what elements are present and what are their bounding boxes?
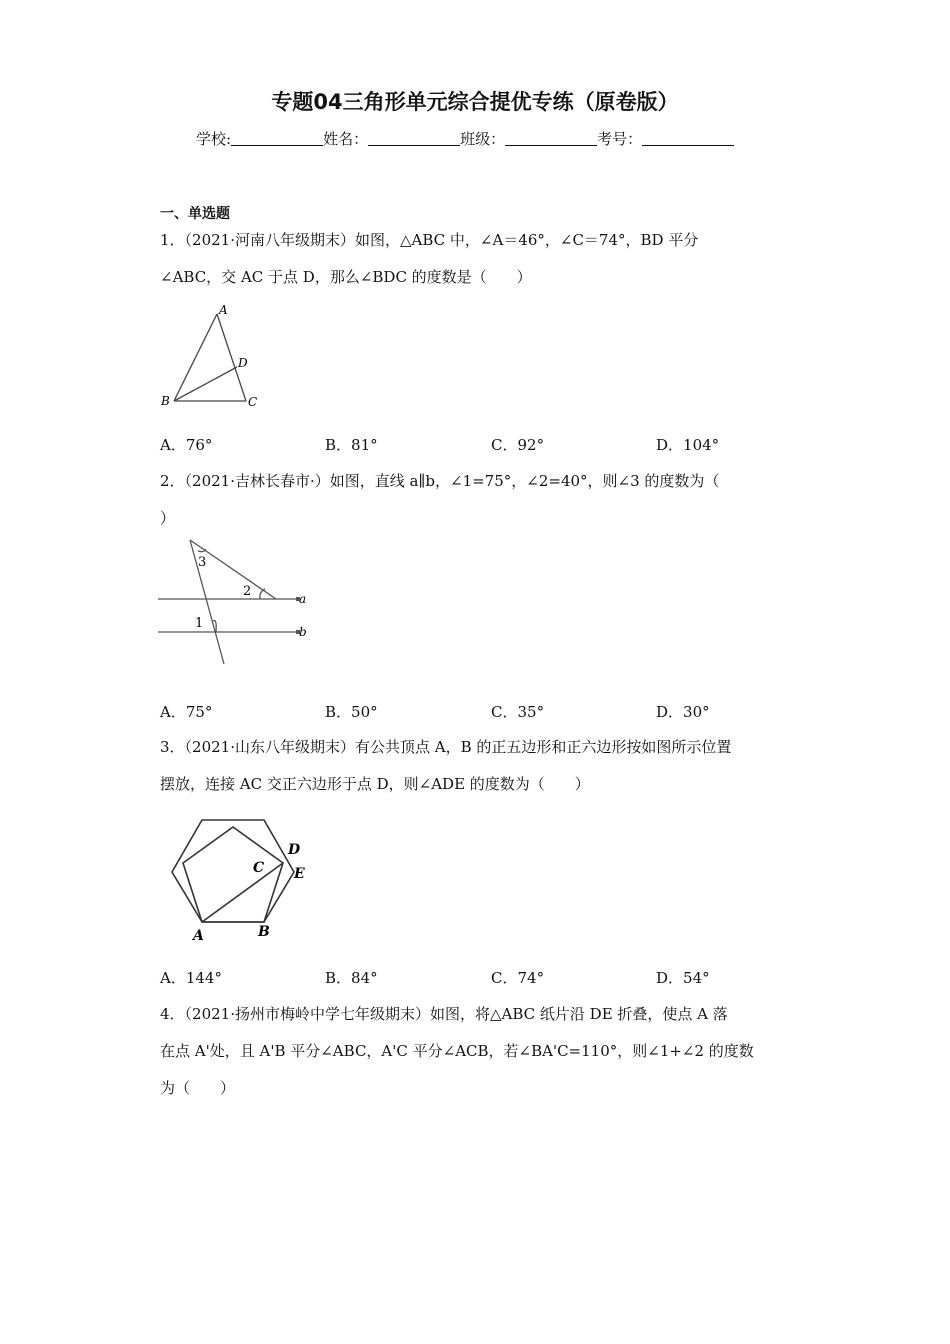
school-blank[interactable] bbox=[231, 131, 323, 146]
q2-label-1: 1 bbox=[195, 616, 204, 631]
q3-option-c[interactable]: C．74° bbox=[491, 969, 545, 987]
q1-side-ab bbox=[174, 314, 217, 401]
q3-option-a[interactable]: A．144° bbox=[160, 969, 222, 987]
q3-label-c: C bbox=[253, 860, 265, 876]
q2-transversal bbox=[190, 540, 224, 664]
q2-line-2: ） bbox=[160, 509, 176, 527]
q1-option-b[interactable]: B．81° bbox=[325, 436, 378, 454]
q1-line-1: 1．（2021·河南八年级期末）如图，△ABC 中，∠A＝46°，∠C＝74°，BD 平分 bbox=[160, 231, 699, 249]
section-title: 一、单选题 bbox=[160, 206, 230, 222]
q2-parallel-lines-figure bbox=[158, 533, 310, 665]
q2-option-d[interactable]: D．30° bbox=[656, 703, 710, 721]
q3-option-b[interactable]: B．84° bbox=[325, 969, 378, 987]
q1-triangle-figure bbox=[158, 300, 268, 412]
q2-line-1: 2．（2021·吉林长春市·）如图，直线 a∥b，∠1=75°，∠2=40°，则∠3 的度数为（ bbox=[160, 472, 720, 490]
q3-line-1: 3．（2021·山东八年级期末）有公共顶点 A，B 的正五边形和正六边形按如图所示位置 bbox=[160, 738, 732, 756]
q2-label-b: b bbox=[299, 625, 307, 639]
q3-polygons-figure bbox=[160, 812, 316, 944]
q3-label-a: A bbox=[193, 928, 204, 944]
q1-label-c: C bbox=[248, 395, 258, 409]
q1-label-a: A bbox=[219, 303, 228, 317]
q3-label-b: B bbox=[258, 924, 270, 940]
q1-label-d: D bbox=[238, 356, 248, 370]
exam-no-label: 考号： bbox=[597, 130, 643, 148]
class-label: 班级： bbox=[460, 130, 506, 148]
q3-option-d[interactable]: D．54° bbox=[656, 969, 710, 987]
name-label: 姓名： bbox=[323, 130, 369, 148]
q2-label-2: 2 bbox=[243, 584, 252, 599]
class-blank[interactable] bbox=[505, 131, 597, 146]
q2-label-a: a bbox=[299, 592, 307, 606]
q3-segment-ac bbox=[202, 863, 283, 922]
q4-line-3: 为（ ） bbox=[160, 1079, 236, 1097]
q1-label-b: B bbox=[161, 394, 170, 408]
q3-line-2: 摆放，连接 AC 交正六边形于点 D，则∠ADE 的度数为（ ） bbox=[160, 775, 590, 793]
q3-label-e: E bbox=[294, 866, 305, 882]
q2-option-a[interactable]: A．75° bbox=[160, 703, 213, 721]
page-title: 专题04三角形单元综合提优专练（原卷版） bbox=[271, 90, 679, 114]
school-label: 学校: bbox=[196, 130, 232, 148]
q3-label-d: D bbox=[288, 842, 301, 858]
q1-line-2: ∠ABC，交 AC 于点 D，那么∠BDC 的度数是（ ） bbox=[160, 268, 532, 286]
student-info-row bbox=[196, 128, 734, 149]
q4-line-1: 4．（2021·扬州市梅岭中学七年级期末）如图，将△ABC 纸片沿 DE 折叠，使点 A 落 bbox=[160, 1005, 728, 1023]
name-blank[interactable] bbox=[368, 131, 460, 146]
q3-hexagon bbox=[172, 820, 294, 922]
q2-option-b[interactable]: B．50° bbox=[325, 703, 378, 721]
q4-line-2: 在点 A'处，且 A'B 平分∠ABC，A'C 平分∠ACB，若∠BA'C=110°，则∠1+∠2 的度数 bbox=[160, 1042, 754, 1060]
q2-option-c[interactable]: C．35° bbox=[491, 703, 545, 721]
q1-option-d[interactable]: D．104° bbox=[656, 436, 720, 454]
q1-segment-bd bbox=[174, 367, 237, 401]
q2-label-3: 3 bbox=[198, 555, 207, 570]
q1-option-c[interactable]: C．92° bbox=[491, 436, 545, 454]
exam-no-blank[interactable] bbox=[642, 131, 734, 146]
q1-option-a[interactable]: A．76° bbox=[160, 436, 213, 454]
